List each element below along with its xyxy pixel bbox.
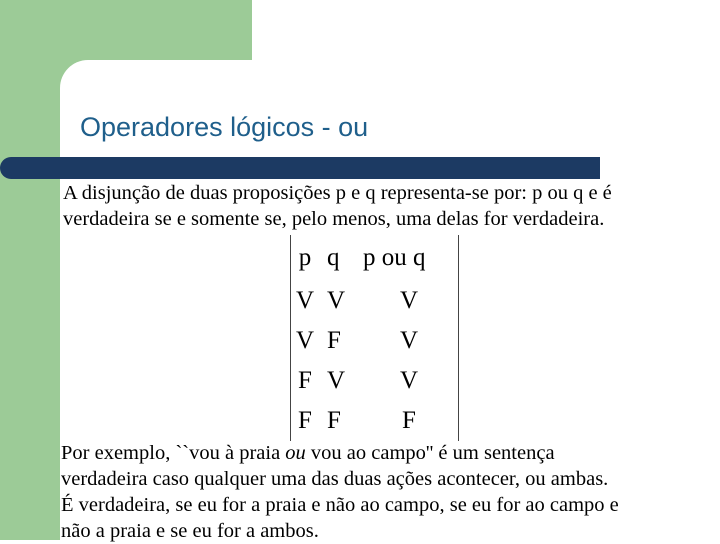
truth-table-row: [291, 361, 459, 401]
truth-table-header-row: [291, 235, 459, 281]
header-q: q: [327, 244, 340, 271]
example-line: [61, 440, 720, 466]
truth-table-row: [291, 401, 459, 441]
cell-q: F: [327, 407, 341, 434]
example-text: Por exemplo, ``vou à praia: [61, 442, 286, 464]
truth-table: [290, 235, 459, 441]
cell-q: V: [327, 287, 346, 314]
intro-line: verdadeira se e somente se, pelo menos, uma delas for verdadeira.: [63, 208, 605, 230]
header-p-ou-q: p ou q: [360, 235, 459, 281]
cell-p: V: [291, 321, 320, 361]
cell-q: F: [327, 327, 341, 354]
cell-result: V: [360, 281, 459, 321]
header-p: p: [291, 235, 320, 281]
cell-result: V: [360, 321, 459, 361]
example-paragraph: [61, 440, 720, 544]
cell-q: V: [327, 367, 346, 394]
truth-table-row: [291, 281, 459, 321]
example-line: não a praia e se eu for a ambos.: [61, 520, 319, 542]
intro-line: A disjunção de duas proposições p e q representa-se por: p ou q e é: [63, 182, 612, 204]
truth-table-row: [291, 321, 459, 361]
emphasis-ou: ou: [285, 442, 306, 464]
cell-p: V: [291, 281, 320, 321]
title-underline-bar: [0, 157, 600, 179]
cell-p: F: [291, 401, 320, 441]
cell-p: F: [291, 361, 320, 401]
example-line: É verdadeira, se eu for a praia e não ao campo, se eu for ao campo e: [61, 494, 619, 516]
intro-paragraph: [63, 180, 718, 232]
example-text: vou ao campo'' é um sentença: [305, 442, 555, 464]
cell-result: V: [360, 361, 459, 401]
example-line: verdadeira caso qualquer uma das duas ações acontecer, ou ambas.: [61, 468, 609, 490]
slide-title: Operadores lógicos - ou: [80, 112, 369, 142]
cell-result: F: [360, 401, 459, 441]
